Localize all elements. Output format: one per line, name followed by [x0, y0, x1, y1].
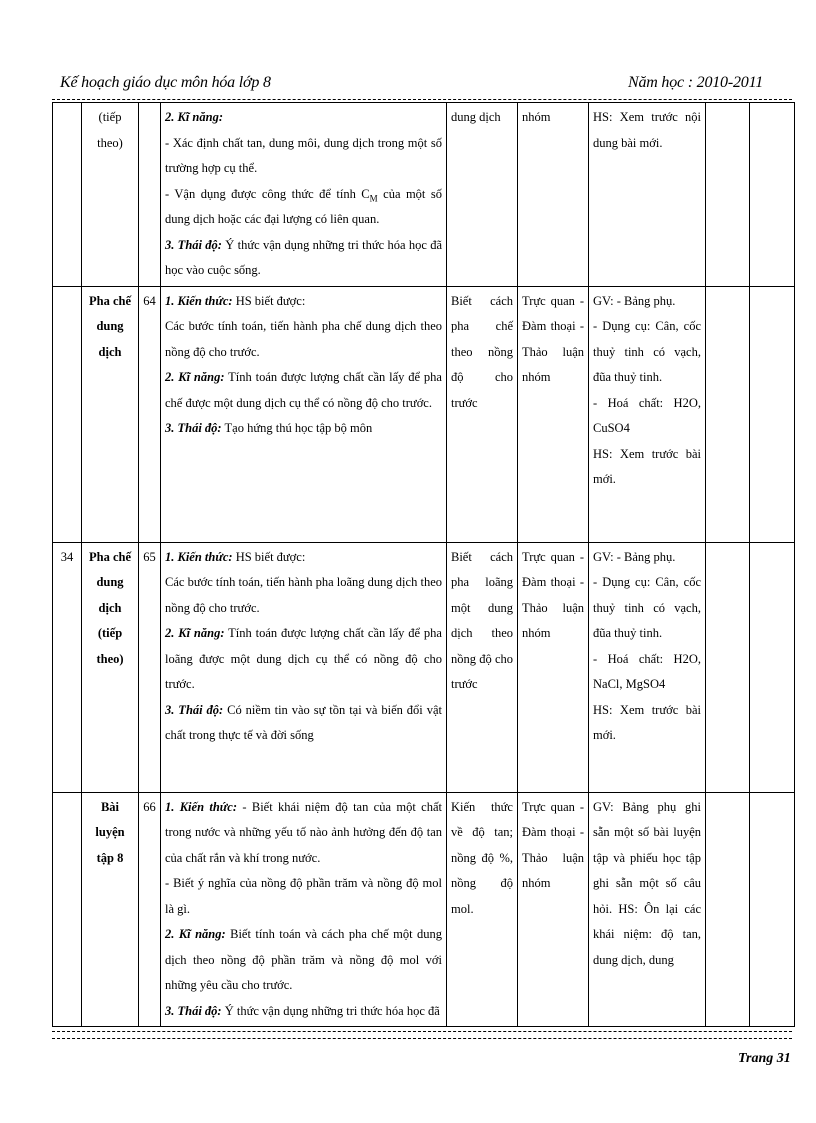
- method-cell: Trực quan - Đàm thoại - Thảo luận nhóm: [518, 792, 589, 1027]
- objective-text: Các bước tính toán, tiến hành pha chế dung dịch theo nồng độ cho trước.: [165, 319, 442, 359]
- objective-text: - Vận dụng được công thức để tính $C_M$ của một số dung dịch hoặc các đại lượng có liên quan.: [165, 186, 442, 226]
- lesson-number: 64: [139, 286, 161, 542]
- lesson-title: Pha chế dung dịch (tiếp theo): [82, 542, 139, 792]
- objective-label: 3. Thái độ:: [165, 421, 222, 435]
- objective-text: Ý thức vận dụng những tri thức hóa học đã học vào cuộc sống.: [165, 237, 442, 277]
- empty-cell: [750, 286, 795, 542]
- objective-text: - Biết ý nghĩa của nồng độ phần trăm và nồng độ mol là gì.: [165, 876, 442, 916]
- objective-text: Các bước tính toán, tiến hành pha loãng dung dịch theo nồng độ cho trước.: [165, 575, 442, 615]
- objective-label: 2. Kĩ năng:: [165, 110, 224, 124]
- table-row: [53, 792, 795, 1027]
- objectives-cell: [161, 542, 447, 792]
- header-divider: [52, 99, 792, 100]
- prep-line: GV: - Bảng phụ.: [593, 549, 676, 564]
- empty-cell: [750, 542, 795, 792]
- objective-text: - Xác định chất tan, dung môi, dung dịch trong một số trường hợp cụ thể.: [165, 135, 442, 175]
- empty-cell: [750, 792, 795, 1027]
- objective-text: Biết tính toán và cách pha chế một dung dịch theo nồng độ phần trăm và nồng độ mol với những yêu cầu cho trước.: [165, 927, 442, 992]
- knowledge-cell: Biết cách pha chế theo nồng độ cho trước: [447, 286, 518, 542]
- objective-text: HS biết được:: [232, 293, 306, 308]
- objective-label: 1. Kiến thức:: [165, 549, 233, 564]
- prep-line: - Dụng cụ: Cân, cốc thuỷ tinh có vạch, đũa thuỷ tinh.: [593, 319, 701, 384]
- objectives-cell: [161, 792, 447, 1027]
- method-cell: Trực quan - Đàm thoại - Thảo luận nhóm: [518, 286, 589, 542]
- lesson-number: [139, 103, 161, 287]
- page-number: Trang 31: [738, 1051, 791, 1066]
- knowledge-cell: Biết cách pha loãng một dung dịch theo nồng độ cho trước: [447, 542, 518, 792]
- preparation-cell: [589, 286, 706, 542]
- preparation-cell: GV: Bảng phụ ghi sẵn một số bài luyện tập và phiếu học tập ghi sẵn một số câu hỏi. HS: Ôn lại các khái niệm: độ tan, dung dịch, dung: [589, 792, 706, 1027]
- objective-text: Tính toán được lượng chất cần lấy để pha chế được một dung dịch cụ thể có nồng độ cho trước.: [165, 370, 442, 410]
- table-row: [53, 286, 795, 542]
- objective-text: Tạo hứng thú học tập bộ môn: [221, 421, 373, 435]
- method-cell: nhóm: [518, 103, 589, 287]
- week-cell: [53, 792, 82, 1027]
- empty-cell: [706, 103, 750, 287]
- lesson-number: 65: [139, 542, 161, 792]
- objective-text: Tính toán được lượng chất cần lấy để pha loãng được một dung dịch cụ thể có nồng độ cho trước.: [165, 626, 442, 691]
- week-cell: [53, 103, 82, 287]
- lesson-title: (tiếp theo): [82, 103, 139, 287]
- header-left-title: Kế hoạch giáo dục môn hóa lớp 8: [60, 74, 271, 91]
- lesson-plan-table: [52, 102, 795, 1027]
- table-row: [53, 103, 795, 287]
- objective-label: 1. Kiến thức:: [165, 293, 233, 308]
- lesson-title: Bài luyện tập 8: [82, 792, 139, 1027]
- objective-text: HS biết được:: [232, 549, 306, 564]
- knowledge-cell: Kiến thức về độ tan; nồng độ %, nồng độ mol.: [447, 792, 518, 1027]
- objectives-cell: [161, 103, 447, 287]
- table-row: [53, 542, 795, 792]
- objective-label: 3. Thái độ:: [165, 237, 222, 252]
- objective-text: Có niềm tin vào sự tồn tại và biến đổi vật chất trong thực tế và đời sống: [165, 702, 442, 742]
- empty-cell: [706, 542, 750, 792]
- objective-label: 1. Kiến thức:: [165, 799, 237, 814]
- empty-cell: [750, 103, 795, 287]
- prep-line: GV: - Bảng phụ.: [593, 293, 676, 308]
- week-cell: 34: [53, 542, 82, 792]
- objective-text: - Biết khái niệm độ tan của một chất trong nước và những yếu tố nào ảnh hưởng đến độ tan của chất rắn và khí trong nước.: [165, 799, 442, 865]
- empty-cell: [706, 286, 750, 542]
- lesson-title: Pha chế dung dịch: [82, 286, 139, 542]
- objective-label: 3. Thái độ:: [165, 1003, 222, 1018]
- empty-cell: [706, 792, 750, 1027]
- objective-label: 2. Kĩ năng:: [165, 370, 225, 384]
- method-cell: Trực quan - Đàm thoại - Thảo luận nhóm: [518, 542, 589, 792]
- lesson-number: 66: [139, 792, 161, 1027]
- preparation-cell: HS: Xem trước nội dung bài mới.: [589, 103, 706, 287]
- preparation-cell: [589, 542, 706, 792]
- header-school-year: Năm học : 2010-2011: [628, 74, 763, 91]
- footer-divider: [52, 1031, 792, 1032]
- prep-line: - Dụng cụ: Cân, cốc thuỷ tinh có vạch, đũa thuỷ tinh.: [593, 575, 701, 640]
- week-cell: [53, 286, 82, 542]
- prep-line: HS: Xem trước bài mới.: [593, 702, 701, 742]
- prep-line: - Hoá chất: H2O, CuSO4: [593, 395, 701, 435]
- objective-label: 2. Kĩ năng:: [165, 927, 226, 941]
- prep-line: HS: Xem trước bài mới.: [593, 446, 701, 486]
- objectives-cell: [161, 286, 447, 542]
- objective-label: 2. Kĩ năng:: [165, 626, 225, 640]
- objective-label: 3. Thái độ:: [165, 702, 224, 717]
- knowledge-cell: dung dịch: [447, 103, 518, 287]
- objective-text: Ý thức vận dụng những tri thức hóa học đã: [221, 1003, 440, 1018]
- prep-line: - Hoá chất: H2O, NaCl, MgSO4: [593, 651, 701, 691]
- footer-divider: [52, 1038, 792, 1039]
